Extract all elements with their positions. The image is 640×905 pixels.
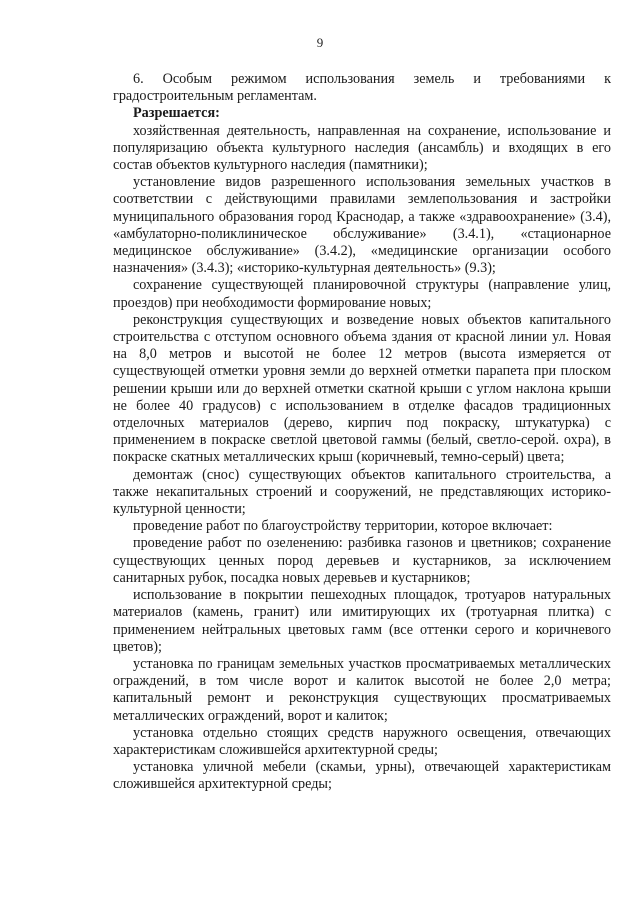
paragraph-demolition: демонтаж (снос) существующих объектов капитального строительства, а также некапитальных строений и сооружений, не представляющих историко-культурной ценности; — [113, 466, 611, 518]
section-heading-paragraph: 6. Особым режимом использования земель и требованиями к градостроительным регламентам. — [113, 71, 611, 105]
paragraph-paving: использование в покрытии пешеходных площадок, тротуаров натуральных материалов (камень, гранит) или имитирующих их (тротуарная плитка) с применением нейтральных цветовых гамм (все оттенки серого и коричневого цветов); — [113, 587, 611, 655]
paragraph-greening: проведение работ по озеленению: разбивка газонов и цветников; сохранение существующих ценных пород деревьев и кустарников, за исключением санитарных рубок, посадка новых деревьев и кустарников; — [113, 535, 611, 586]
paragraph-fencing: установка по границам земельных участков просматриваемых металлических ограждений, в том числе ворот и калиток высотой не более 2,0 метра; капитальный ремонт и реконструкция существующих просматриваемых металлических ограждений, ворот и калиток; — [113, 655, 611, 724]
paragraph-land-use-types: установление видов разрешенного использования земельных участков в соответствии с действующими правилами землепользования и застройки муниципального образования город Краснодар, а также «здравоохранение» (3.4), «амбулаторно-поликлиническое обслуживание» (3.4.1), «стационарное медицинское обслуживание» (3.4.2), «медицинские организации особого назначения» (3.4.3); «историко-культурная деятельность» (9.3); — [113, 174, 611, 277]
paragraph-cultural-heritage: хозяйственная деятельность, направленная на сохранение, использование и популяризацию объекта культурного наследия (ансамбль) и входящих в его состав объектов культурного наследия (памятники); — [113, 122, 611, 174]
document-body — [113, 71, 611, 794]
allowed-label: Разрешается: — [133, 105, 220, 122]
paragraph-street-furniture: установка уличной мебели (скамьи, урны), отвечающей характеристикам сложившейся архитектурной среды; — [113, 759, 611, 793]
paragraph-planning-structure: сохранение существующей планировочной структуры (направление улиц, проездов) при необходимости формирование новых; — [113, 277, 611, 311]
paragraph-landscaping-intro: проведение работ по благоустройству территории, которое включает: — [133, 518, 553, 535]
paragraph-reconstruction: реконструкция существующих и возведение новых объектов капитального строительства с отступом основного объема здания от красной линии ул. Новая на 8,0 метров и высотой не более 12 метров (высота измеряется от существующей отметки уровня земли до верхней отметки парапета при плоском решении крыши или до верхней отметки скатной крыши с углом наклона крыши не более 40 градусов) с использованием в отделке фасадов традиционных отделочных материалов (дерево, кирпич под покраску, штукатурка) с применением в покраске светлой цветовой гаммы (белый, светло-серой. охра), в покраске скатных металлических крыш (коричневый, темно-серый) цвета; — [113, 311, 611, 466]
paragraph-lighting: установка отдельно стоящих средств наружного освещения, отвечающих характеристикам сложившейся архитектурной среды; — [113, 724, 611, 758]
page-number: 9 — [316, 35, 324, 50]
